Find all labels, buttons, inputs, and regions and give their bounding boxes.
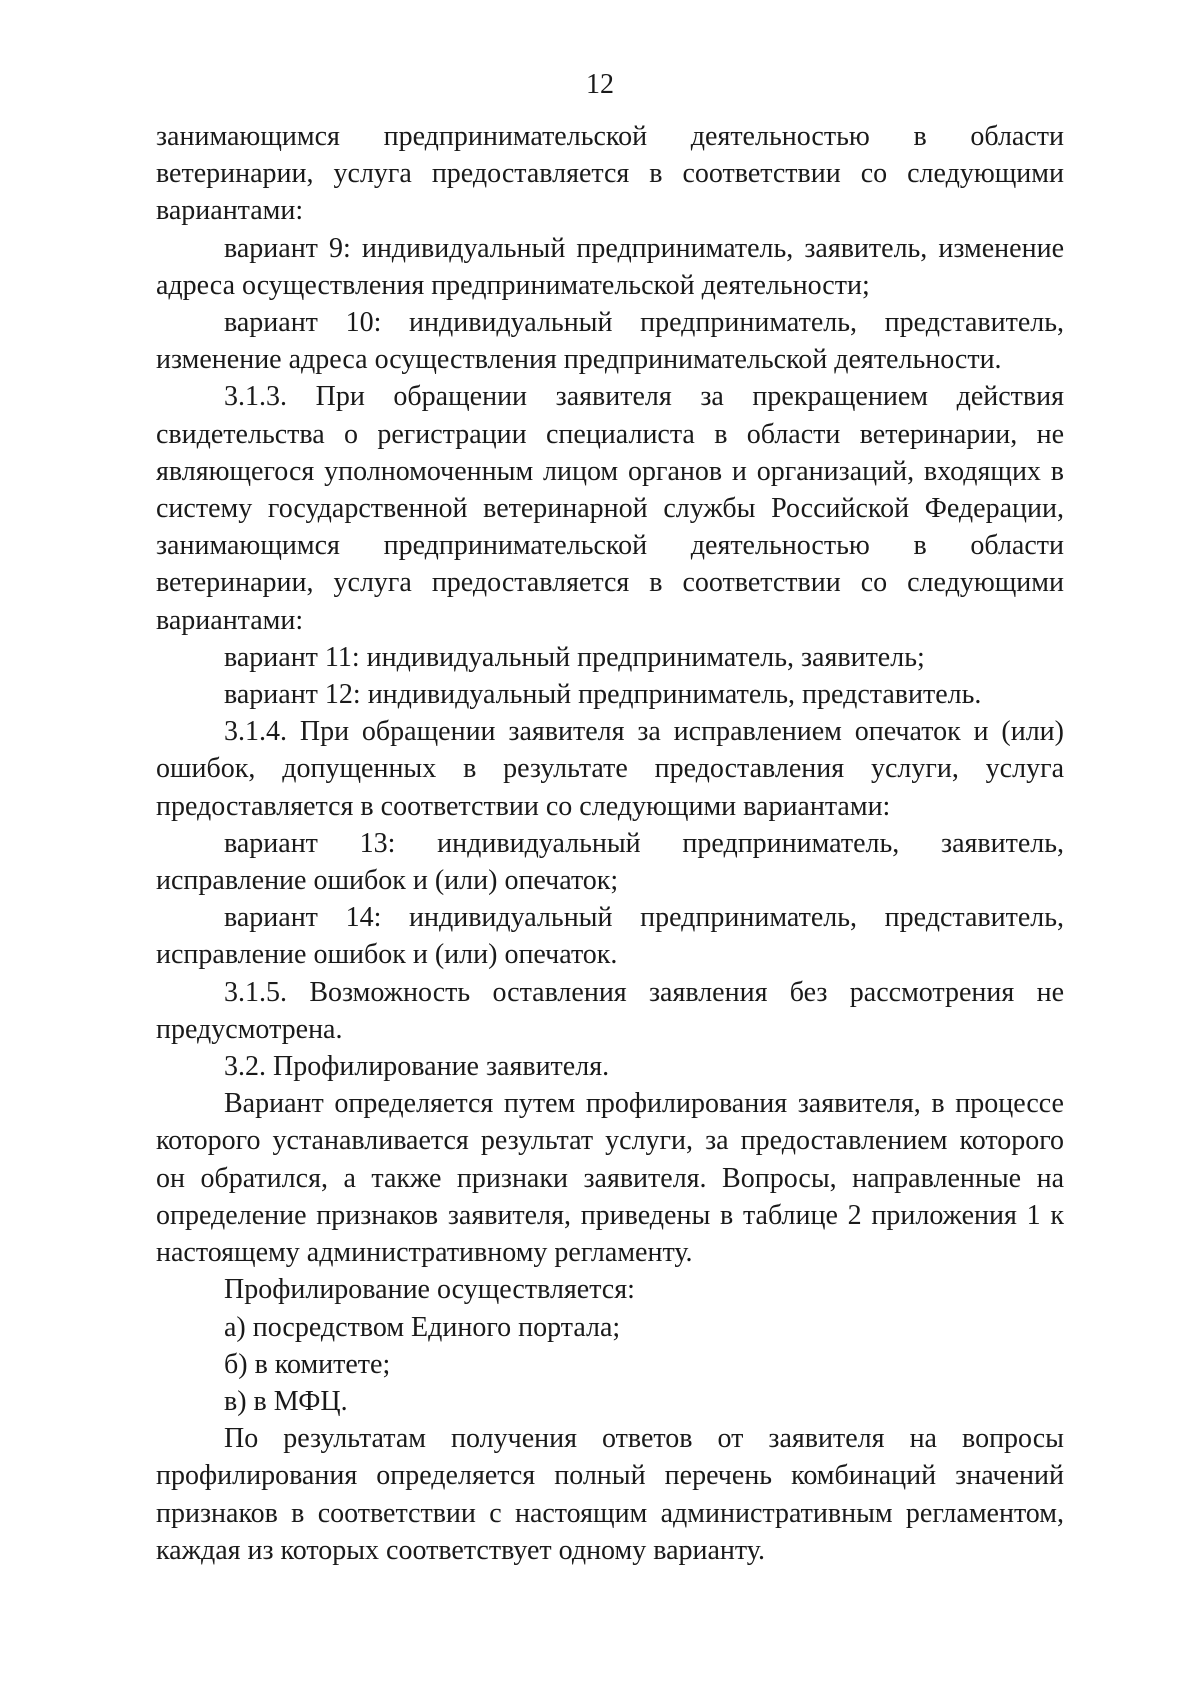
paragraph-profiling-intro: Профилирование осуществляется:	[224, 1274, 635, 1306]
document-body	[156, 118, 1064, 1569]
page-number: 12	[586, 69, 614, 100]
paragraph-variant-9: вариант 9: индивидуальный предприниматель, заявитель, изменение адреса осуществления предпринимательской деятельности;	[156, 232, 1064, 301]
list-item-b: б) в комитете;	[224, 1348, 391, 1380]
section-heading-3-2: 3.2. Профилирование заявителя.	[224, 1051, 610, 1083]
paragraph-continuation: занимающимся предпринимательской деятельностью в области ветеринарии, услуга предоставляется в соответствии со следующими вариантами:	[156, 121, 1064, 227]
paragraph-3-1-4: 3.1.4. При обращении заявителя за исправлением опечаток и (или) ошибок, допущенных в результате предоставления услуги, услуга предоставляется в соответствии со следующими вариантами:	[156, 716, 1064, 822]
paragraph-variant-13: вариант 13: индивидуальный предприниматель, заявитель, исправление ошибок и (или) опечаток;	[156, 827, 1064, 897]
paragraph-3-1-3: 3.1.3. При обращении заявителя за прекращением действия свидетельства о регистрации специалиста в области ветеринарии, не являющегося уполномоченным лицом органов и организаций, входящих в систему государственной ветеринарной службы Российской Федерации, занимающимся предпринимательской деятельностью в области ветеринарии, услуга предоставляется в соответствии со следующими вариантами:	[156, 381, 1064, 636]
list-item-v: в) в МФЦ.	[224, 1385, 348, 1417]
paragraph-variant-14: вариант 14: индивидуальный предприниматель, представитель, исправление ошибок и (или) опечаток.	[156, 902, 1064, 971]
paragraph-variant-12: вариант 12: индивидуальный предприниматель, представитель.	[224, 679, 982, 711]
paragraph-profiling-results: По результатам получения ответов от заявителя на вопросы профилирования определяется полный перечень комбинаций значений признаков в соответствии с настоящим административным регламентом, каждая из которых соответствует одному варианту.	[156, 1423, 1064, 1566]
paragraph-profiling-description: Вариант определяется путем профилирования заявителя, в процессе которого устанавливается результат услуги, за предоставлением которого он обратился, а также признаки заявителя. Вопросы, направленные на определение признаков заявителя, приведены в таблице 2 приложения 1 к настоящему административному регламенту.	[156, 1088, 1064, 1269]
list-item-a: а) посредством Единого портала;	[224, 1311, 621, 1343]
paragraph-variant-11: вариант 11: индивидуальный предприниматель, заявитель;	[224, 641, 925, 673]
paragraph-3-1-5: 3.1.5. Возможность оставления заявления без рассмотрения не предусмотрена.	[156, 976, 1064, 1045]
paragraph-variant-10: вариант 10: индивидуальный предприниматель, представитель, изменение адреса осуществления предпринимательской деятельности.	[156, 307, 1064, 376]
